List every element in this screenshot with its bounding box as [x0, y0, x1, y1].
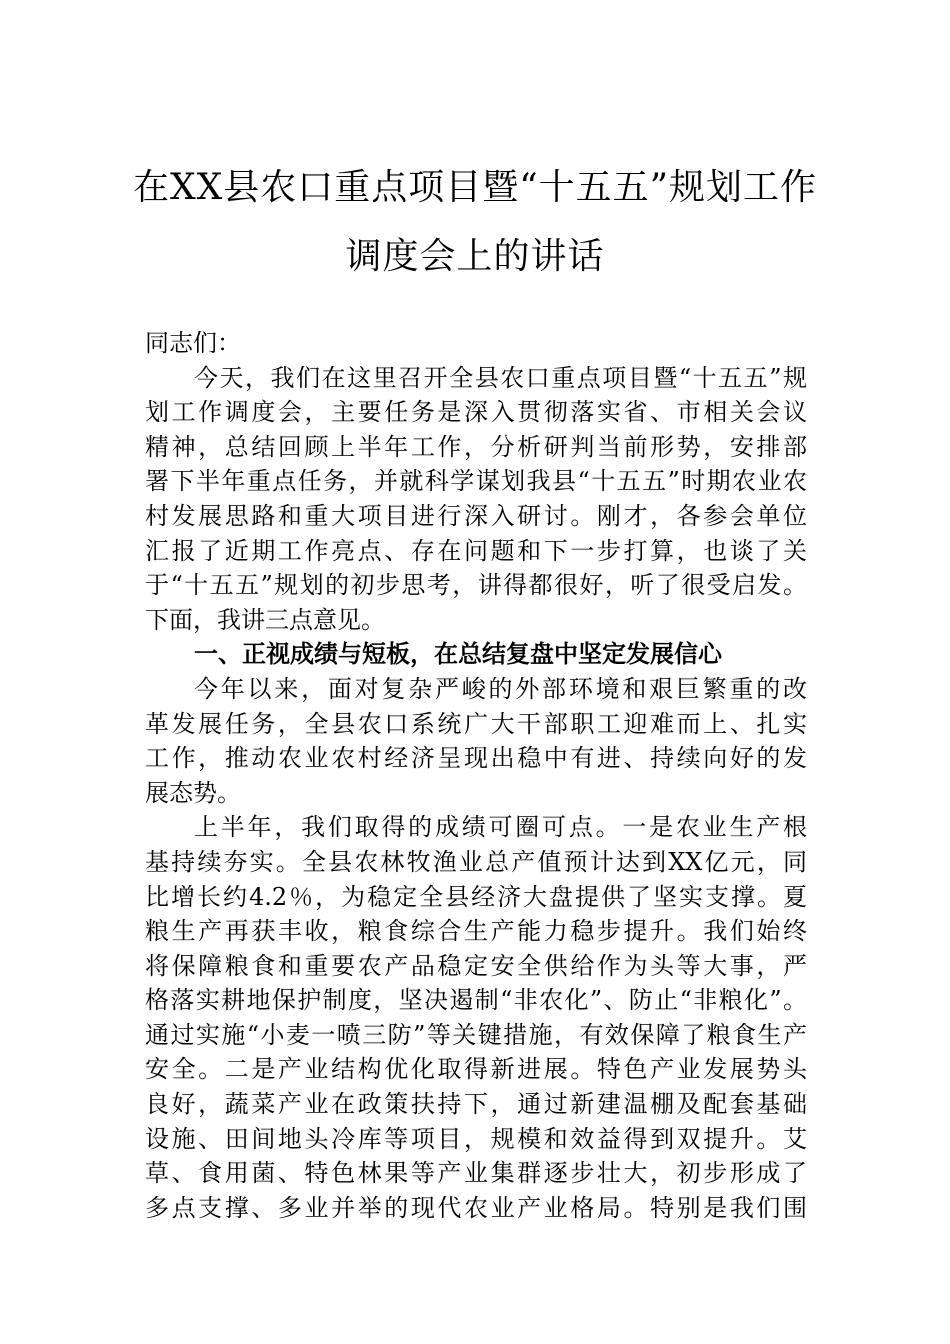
paragraph-3-line: 安全。二是产业结构优化取得新进展。特色产业发展势头	[145, 1055, 807, 1084]
document-title-line-2: 调度会上的讲话	[345, 236, 605, 277]
document-body	[145, 326, 807, 1225]
paragraph-3-line: 草、食用菌、特色林果等产业集群逐步壮大，初步形成了	[145, 1159, 807, 1188]
paragraph-3-line: 粮生产再获丰收，粮食综合生产能力稳步提升。我们始终	[145, 917, 807, 946]
paragraph-3-line: 基持续夯实。全县农林牧渔业总产值预计达到XX亿元，同	[145, 847, 807, 876]
document-title-line-1: 在XX县农口重点项目暨“十五五”规划工作	[132, 167, 818, 208]
paragraph-3-line: 将保障粮食和重要农产品稳定安全供给作为头等大事，严	[145, 951, 807, 980]
paragraph-3-line: 良好，蔬菜产业在政策扶持下，通过新建温棚及配套基础	[145, 1090, 807, 1119]
paragraph-1-line: 下面，我讲三点意见。	[145, 605, 385, 634]
paragraph-2-line: 展态势。	[145, 778, 241, 807]
paragraph-1-line: 于“十五五”规划的初步思考，讲得都很好，听了很受启发。	[145, 571, 807, 600]
paragraph-2-line: 革发展任务，全县农口系统广大干部职工迎难而上、扎实	[145, 709, 807, 738]
paragraph-3-line: 格落实耕地保护制度，坚决遏制“非农化”、防止“非粮化”。	[145, 986, 807, 1015]
paragraph-1-line: 精神，总结回顾上半年工作，分析研判当前形势，安排部	[145, 432, 807, 461]
paragraph-1-line: 村发展思路和重大项目进行深入研讨。刚才，各参会单位	[145, 501, 807, 530]
paragraph-3-line: 多点支撑、多业并举的现代农业产业格局。特别是我们围	[145, 1193, 807, 1222]
salutation: 同志们：	[145, 329, 241, 357]
section-heading-1: 一、正视成绩与短板，在总结复盘中坚定发展信心	[194, 639, 722, 669]
paragraph-2-line: 工作，推动农业农村经济呈现出稳中有进、持续向好的发	[145, 744, 807, 773]
paragraph-1-line: 汇报了近期工作亮点、存在问题和下一步打算，也谈了关	[145, 536, 807, 565]
paragraph-3-line: 通过实施“小麦一喷三防”等关键措施，有效保障了粮食生产	[145, 1020, 807, 1049]
paragraph-1-line: 署下半年重点任务，并就科学谋划我县“十五五”时期农业农	[145, 467, 807, 496]
paragraph-3-line: 上半年，我们取得的成绩可圈可点。一是农业生产根	[194, 813, 807, 842]
paragraph-2-line: 今年以来，面对复杂严峻的外部环境和艰巨繁重的改	[194, 674, 807, 703]
paragraph-1-line: 今天，我们在这里召开全县农口重点项目暨“十五五”规	[194, 363, 807, 392]
paragraph-3-line: 设施、田间地头冷库等项目，规模和效益得到双提升。艾	[145, 1124, 807, 1153]
paragraph-3-line: 比增长约4.2％，为稳定全县经济大盘提供了坚实支撑。夏	[145, 882, 807, 911]
paragraph-1-line: 划工作调度会，主要任务是深入贯彻落实省、市相关会议	[145, 398, 807, 427]
